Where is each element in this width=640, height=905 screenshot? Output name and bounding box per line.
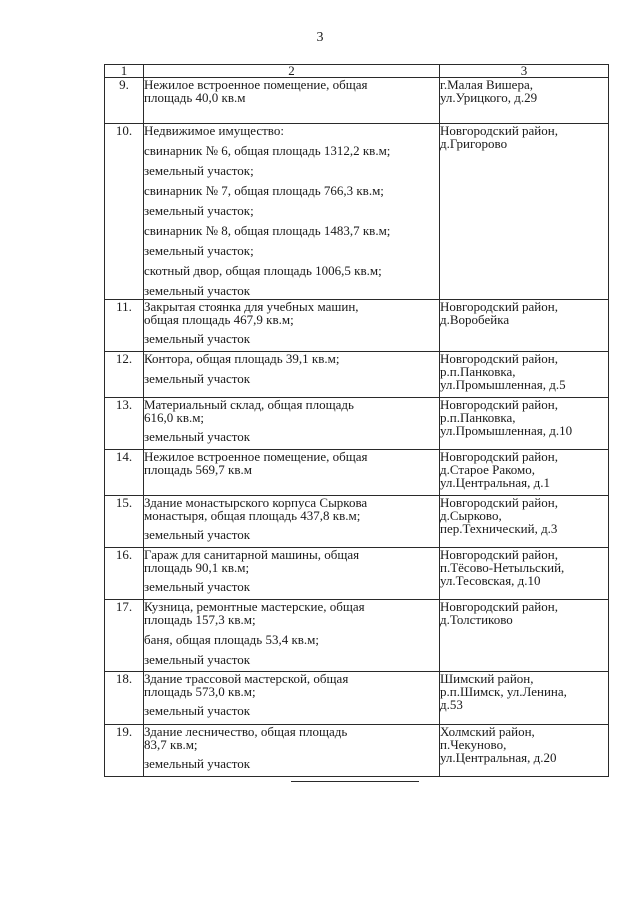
location-line: Шимский район,: [440, 671, 534, 686]
table-header-row: [105, 65, 609, 78]
location-line: р.п.Панковка,: [440, 410, 516, 425]
table-row: [105, 672, 609, 725]
table-row: [105, 78, 609, 124]
property-description: [144, 450, 440, 496]
location-line: г.Малая Вишера,: [440, 77, 533, 92]
description-line: земельный участок: [144, 703, 251, 718]
description-line: свинарник № 8, общая площадь 1483,7 кв.м;: [144, 223, 391, 238]
location-line: Новгородский район,: [440, 123, 558, 138]
location-line: п.Чекуново,: [440, 737, 507, 752]
property-location: [440, 124, 609, 300]
location-line: д.Сырково,: [440, 508, 502, 523]
description-line: монастыря, общая площадь 437,8 кв.м;: [144, 508, 361, 523]
row-number: 12.: [105, 352, 144, 398]
description-line: Недвижимое имущество:: [144, 123, 284, 138]
table-row: [105, 352, 609, 398]
description-line: Закрытая стоянка для учебных машин,: [144, 299, 359, 314]
property-description: [144, 548, 440, 600]
description-line: 616,0 кв.м;: [144, 410, 205, 425]
property-description: [144, 672, 440, 725]
location-line: Новгородский район,: [440, 351, 558, 366]
property-description: [144, 600, 440, 672]
table-row: [105, 300, 609, 352]
property-description: [144, 300, 440, 352]
column-header-2: 2: [144, 65, 440, 78]
description-line: площадь 569,7 кв.м: [144, 462, 252, 477]
table-row: [105, 725, 609, 777]
location-line: Новгородский район,: [440, 299, 558, 314]
property-table: [104, 64, 609, 777]
property-location: [440, 672, 609, 725]
property-description: [144, 496, 440, 548]
property-location: [440, 548, 609, 600]
location-line: д.Толстиково: [440, 612, 513, 627]
end-divider-line: [291, 781, 419, 782]
property-location: [440, 300, 609, 352]
location-line: Холмский район,: [440, 724, 535, 739]
description-line: Гараж для санитарной машины, общая: [144, 547, 360, 562]
table-row: [105, 548, 609, 600]
location-line: ул.Тесовская, д.10: [440, 573, 541, 588]
property-location: [440, 352, 609, 398]
location-line: ул.Центральная, д.1: [440, 475, 550, 490]
property-location: [440, 450, 609, 496]
description-line: свинарник № 7, общая площадь 766,3 кв.м;: [144, 183, 384, 198]
description-line: Здание лесничество, общая площадь: [144, 724, 348, 739]
description-line: Здание монастырского корпуса Сыркова: [144, 495, 368, 510]
description-line: земельный участок: [144, 283, 251, 298]
description-line: земельный участок: [144, 756, 251, 771]
property-description: [144, 352, 440, 398]
description-line: Контора, общая площадь 39,1 кв.м;: [144, 351, 340, 366]
description-line: площадь 157,3 кв.м;: [144, 612, 256, 627]
description-line: Нежилое встроенное помещение, общая: [144, 449, 368, 464]
description-line: скотный двор, общая площадь 1006,5 кв.м;: [144, 263, 382, 278]
description-line: Материальный склад, общая площадь: [144, 397, 354, 412]
row-number: 11.: [105, 300, 144, 352]
row-number: 16.: [105, 548, 144, 600]
location-line: Новгородский район,: [440, 599, 558, 614]
row-number: 13.: [105, 398, 144, 450]
description-line: земельный участок: [144, 429, 251, 444]
property-description: [144, 124, 440, 300]
property-location: [440, 78, 609, 124]
location-line: р.п.Панковка,: [440, 364, 516, 379]
table-row: [105, 398, 609, 450]
description-line: площадь 573,0 кв.м;: [144, 684, 256, 699]
description-line: баня, общая площадь 53,4 кв.м;: [144, 632, 320, 647]
description-line: земельный участок: [144, 527, 251, 542]
location-line: Новгородский район,: [440, 495, 558, 510]
row-number: 14.: [105, 450, 144, 496]
property-location: [440, 496, 609, 548]
description-line: земельный участок;: [144, 203, 254, 218]
row-number: 19.: [105, 725, 144, 777]
description-line: земельный участок: [144, 579, 251, 594]
description-line: земельный участок;: [144, 243, 254, 258]
location-line: Новгородский район,: [440, 547, 558, 562]
table-row: [105, 124, 609, 300]
location-line: Новгородский район,: [440, 397, 558, 412]
location-line: ул.Урицкого, д.29: [440, 90, 538, 105]
description-line: площадь 90,1 кв.м;: [144, 560, 250, 575]
row-number: 15.: [105, 496, 144, 548]
location-line: п.Тёсово-Нетыльский,: [440, 560, 565, 575]
property-location: [440, 725, 609, 777]
location-line: д.Григорово: [440, 136, 508, 151]
row-number: 10.: [105, 124, 144, 300]
description-line: Здание трассовой мастерской, общая: [144, 671, 349, 686]
description-line: Кузница, ремонтные мастерские, общая: [144, 599, 365, 614]
property-description: [144, 78, 440, 124]
location-line: ул.Промышленная, д.10: [440, 423, 573, 438]
row-number: 9.: [105, 78, 144, 124]
location-line: д.Старое Ракомо,: [440, 462, 536, 477]
description-line: свинарник № 6, общая площадь 1312,2 кв.м;: [144, 143, 391, 158]
column-header-3: 3: [440, 65, 609, 78]
property-description: [144, 398, 440, 450]
description-line: 83,7 кв.м;: [144, 737, 198, 752]
location-line: пер.Технический, д.3: [440, 521, 558, 536]
description-line: земельный участок: [144, 652, 251, 667]
location-line: д.53: [440, 697, 463, 712]
description-line: земельный участок;: [144, 163, 254, 178]
table-row: [105, 600, 609, 672]
description-line: Нежилое встроенное помещение, общая: [144, 77, 368, 92]
column-header-1: 1: [105, 65, 144, 78]
location-line: ул.Центральная, д.20: [440, 750, 557, 765]
table-row: [105, 450, 609, 496]
location-line: д.Воробейка: [440, 312, 510, 327]
description-line: площадь 40,0 кв.м: [144, 90, 246, 105]
description-line: земельный участок: [144, 331, 251, 346]
location-line: Новгородский район,: [440, 449, 558, 464]
row-number: 18.: [105, 672, 144, 725]
property-description: [144, 725, 440, 777]
page-number: 3: [316, 30, 324, 45]
row-number: 17.: [105, 600, 144, 672]
location-line: ул.Промышленная, д.5: [440, 377, 566, 392]
description-line: земельный участок: [144, 371, 251, 386]
property-location: [440, 398, 609, 450]
property-location: [440, 600, 609, 672]
location-line: р.п.Шимск, ул.Ленина,: [440, 684, 567, 699]
description-line: общая площадь 467,9 кв.м;: [144, 312, 294, 327]
table-row: [105, 496, 609, 548]
